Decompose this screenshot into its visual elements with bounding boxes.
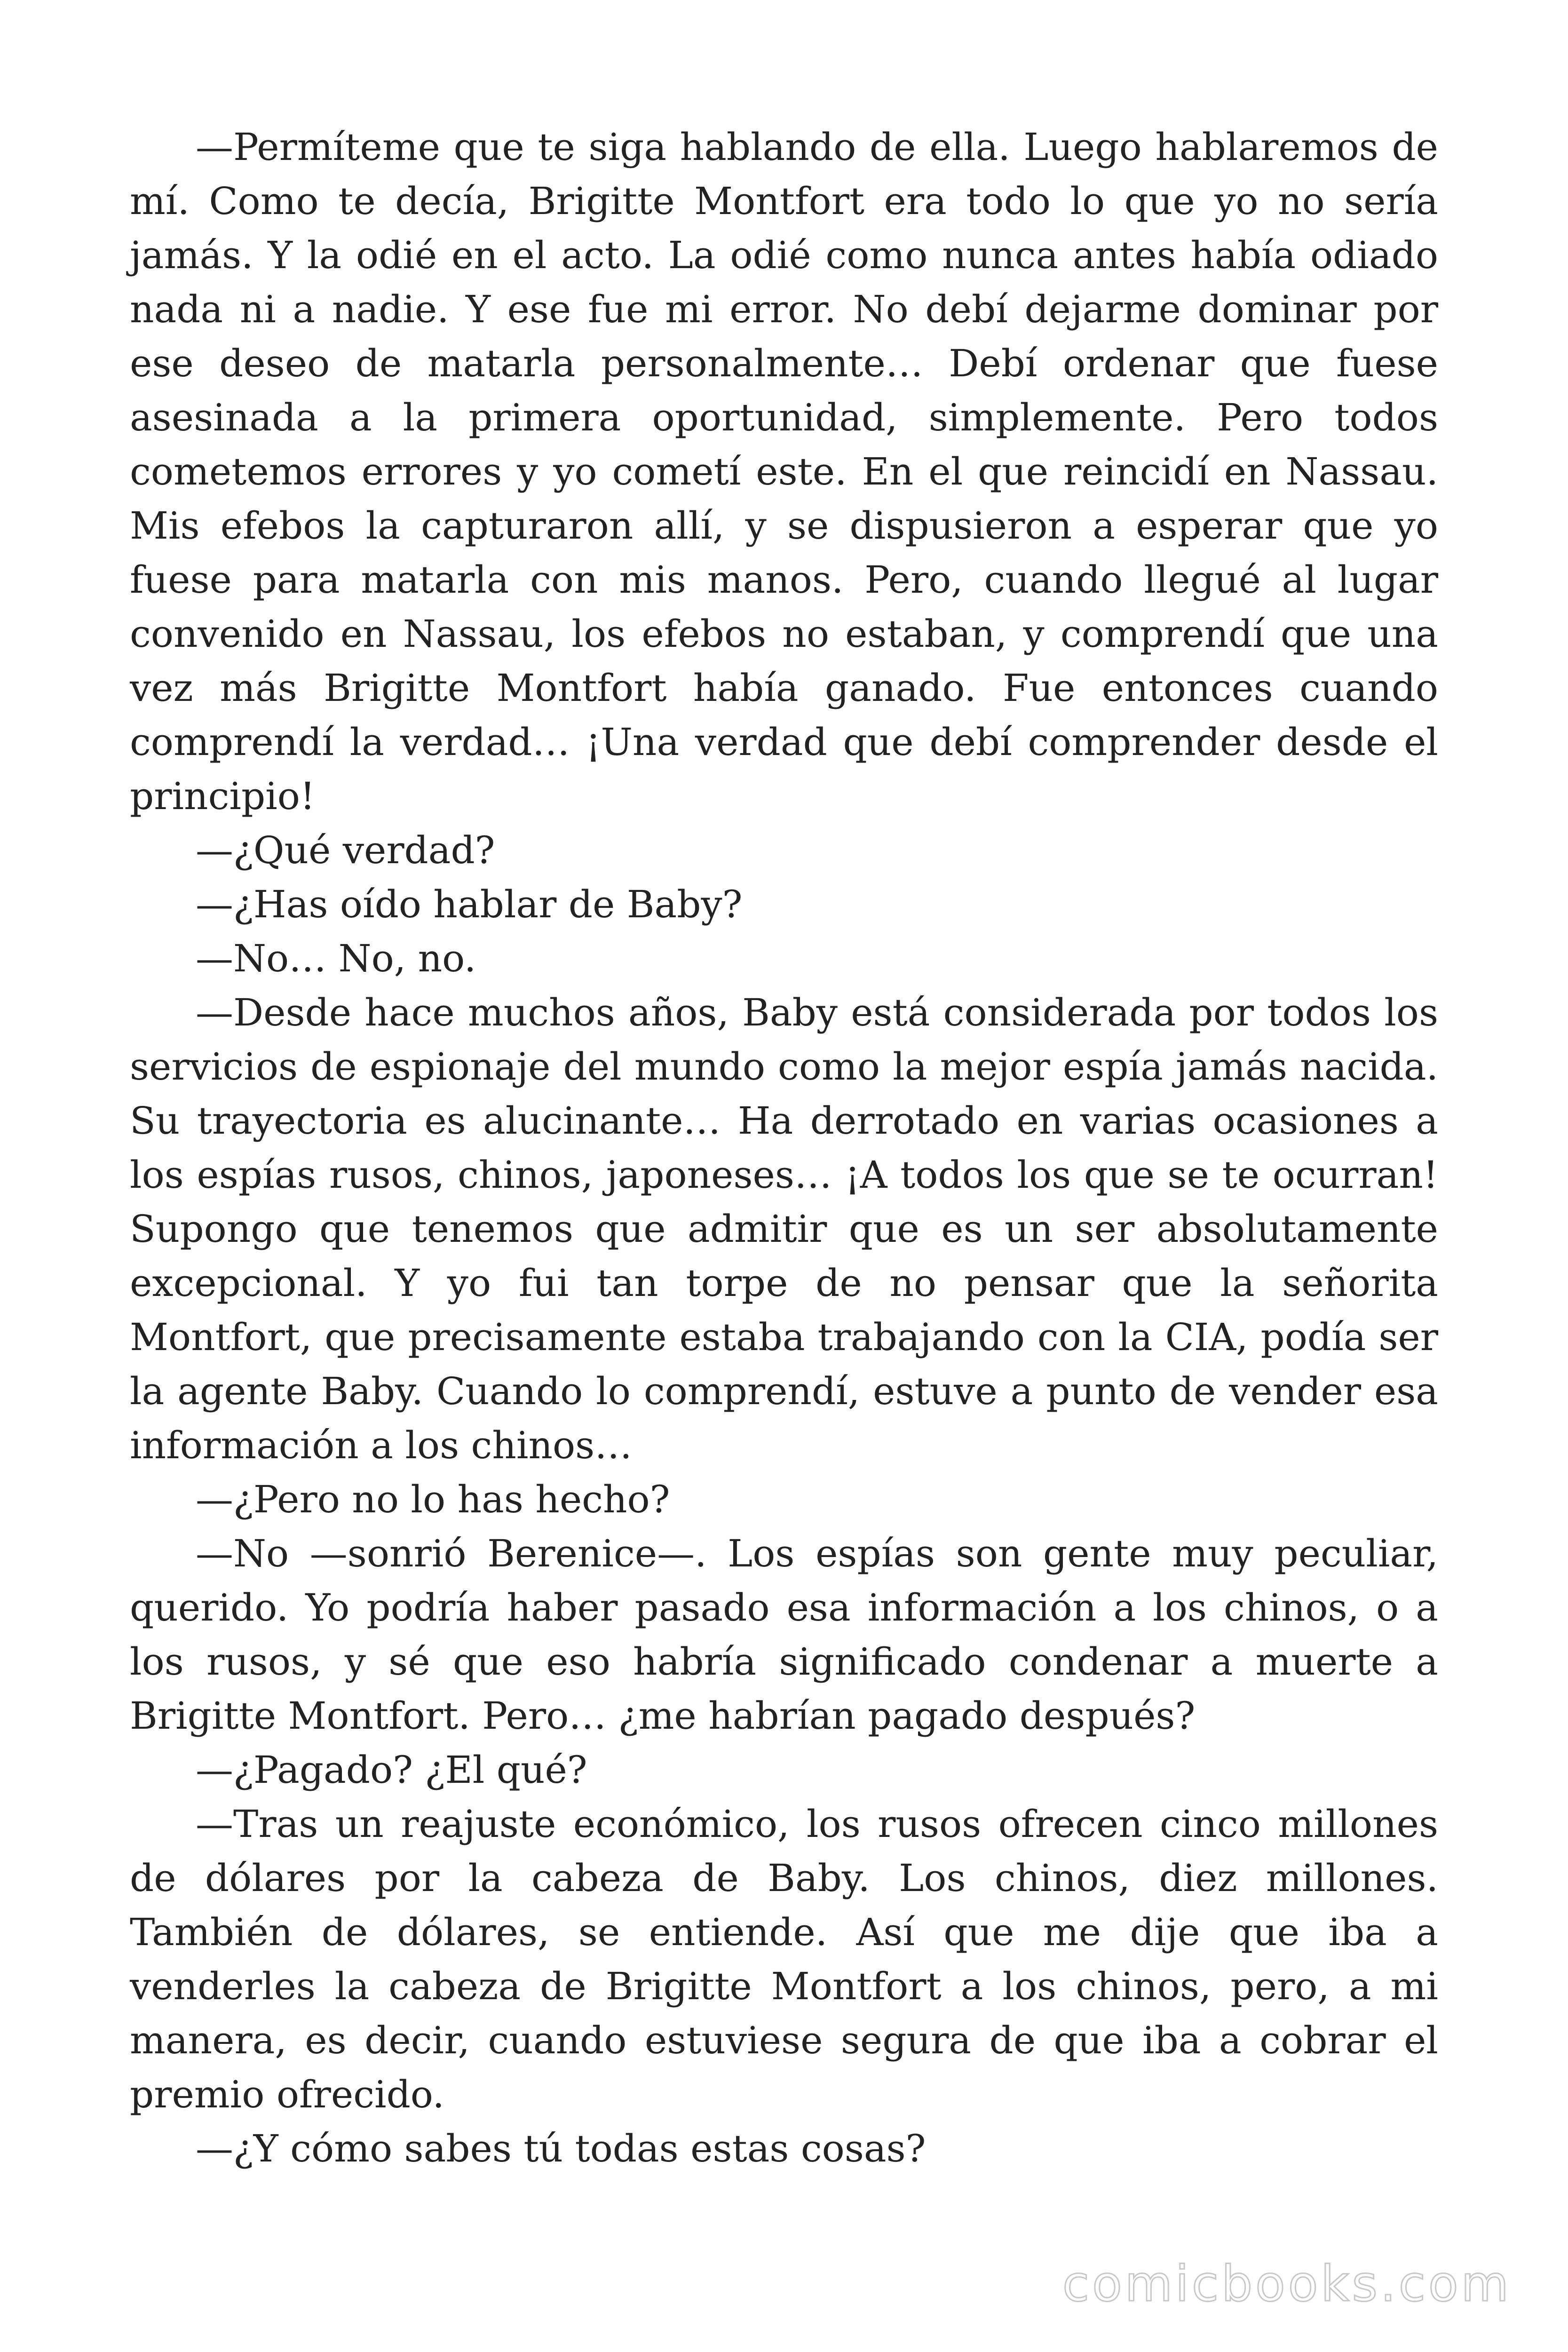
page-text — [130, 120, 1438, 2176]
paragraph: —¿Pero no lo has hecho? — [196, 1478, 670, 1521]
paragraph: —¿Qué verdad? — [196, 828, 495, 872]
paragraph: —Permíteme que te siga hablando de ella. Luego hablaremos de mí. Como te decía, Brigitte Montfort era todo lo que yo no sería jamás. Y la odié en el acto. La odié como nunca antes había odiado nada ni a nadie. Y ese fue mi error. No debí dejarme dominar por ese deseo de matarla personalmente… Debí ordenar que fuese asesinada a la primera oportunidad, simplemente. Pero todos cometemos errores y yo cometí este. En el que reincidí en Nassau. Mis efebos la capturaron allí, y se dispusieron a esperar que yo fuese para matarla con mis manos. Pero, cuando llegué al lugar convenido en Nassau, los efebos no estaban, y comprendí que una vez más Brigitte Montfort había ganado. Fue entonces cuando comprendí la verdad… ¡Una verdad que debí comprender desde el principio! — [130, 125, 1438, 818]
paragraph: —No… No, no. — [196, 937, 476, 980]
paragraph: —¿Pagado? ¿El qué? — [196, 1748, 587, 1792]
paragraph: —¿Y cómo sabes tú todas estas cosas? — [196, 2127, 926, 2170]
paragraph: —No —sonrió Berenice—. Los espías son gente muy peculiar, querido. Yo podría haber pasado esa información a los chinos, o a los rusos, y sé que eso habría significado condenar a muerte a Brigitte Montfort. Pero… ¿me habrían pagado después? — [130, 1532, 1438, 1738]
paragraph: —¿Has oído hablar de Baby? — [196, 882, 743, 926]
paragraph: —Desde hace muchos años, Baby está considerada por todos los servicios de espionaje del mundo como la mejor espía jamás nacida. Su trayectoria es alucinante… Ha derrotado en varias ocasiones a los espías rusos, chinos, japoneses… ¡A todos los que se te ocurran! Supongo que tenemos que admitir que es un ser absolutamente excepcional. Y yo fui tan torpe de no pensar que la señorita Montfort, que precisamente estaba trabajando con la CIA, podía ser la agente Baby. Cuando lo comprendí, estuve a punto de vender esa información a los chinos… — [130, 991, 1438, 1467]
paragraph: —Tras un reajuste económico, los rusos ofrecen cinco millones de dólares por la cabeza de Baby. Los chinos, diez millones. También de dólares, se entiende. Así que me dije que iba a venderles la cabeza de Brigitte Montfort a los chinos, pero, a mi manera, es decir, cuando estuviese segura de que iba a cobrar el premio ofrecido. — [130, 1802, 1438, 2116]
watermark: comicbooks.com — [1062, 2255, 1512, 2312]
